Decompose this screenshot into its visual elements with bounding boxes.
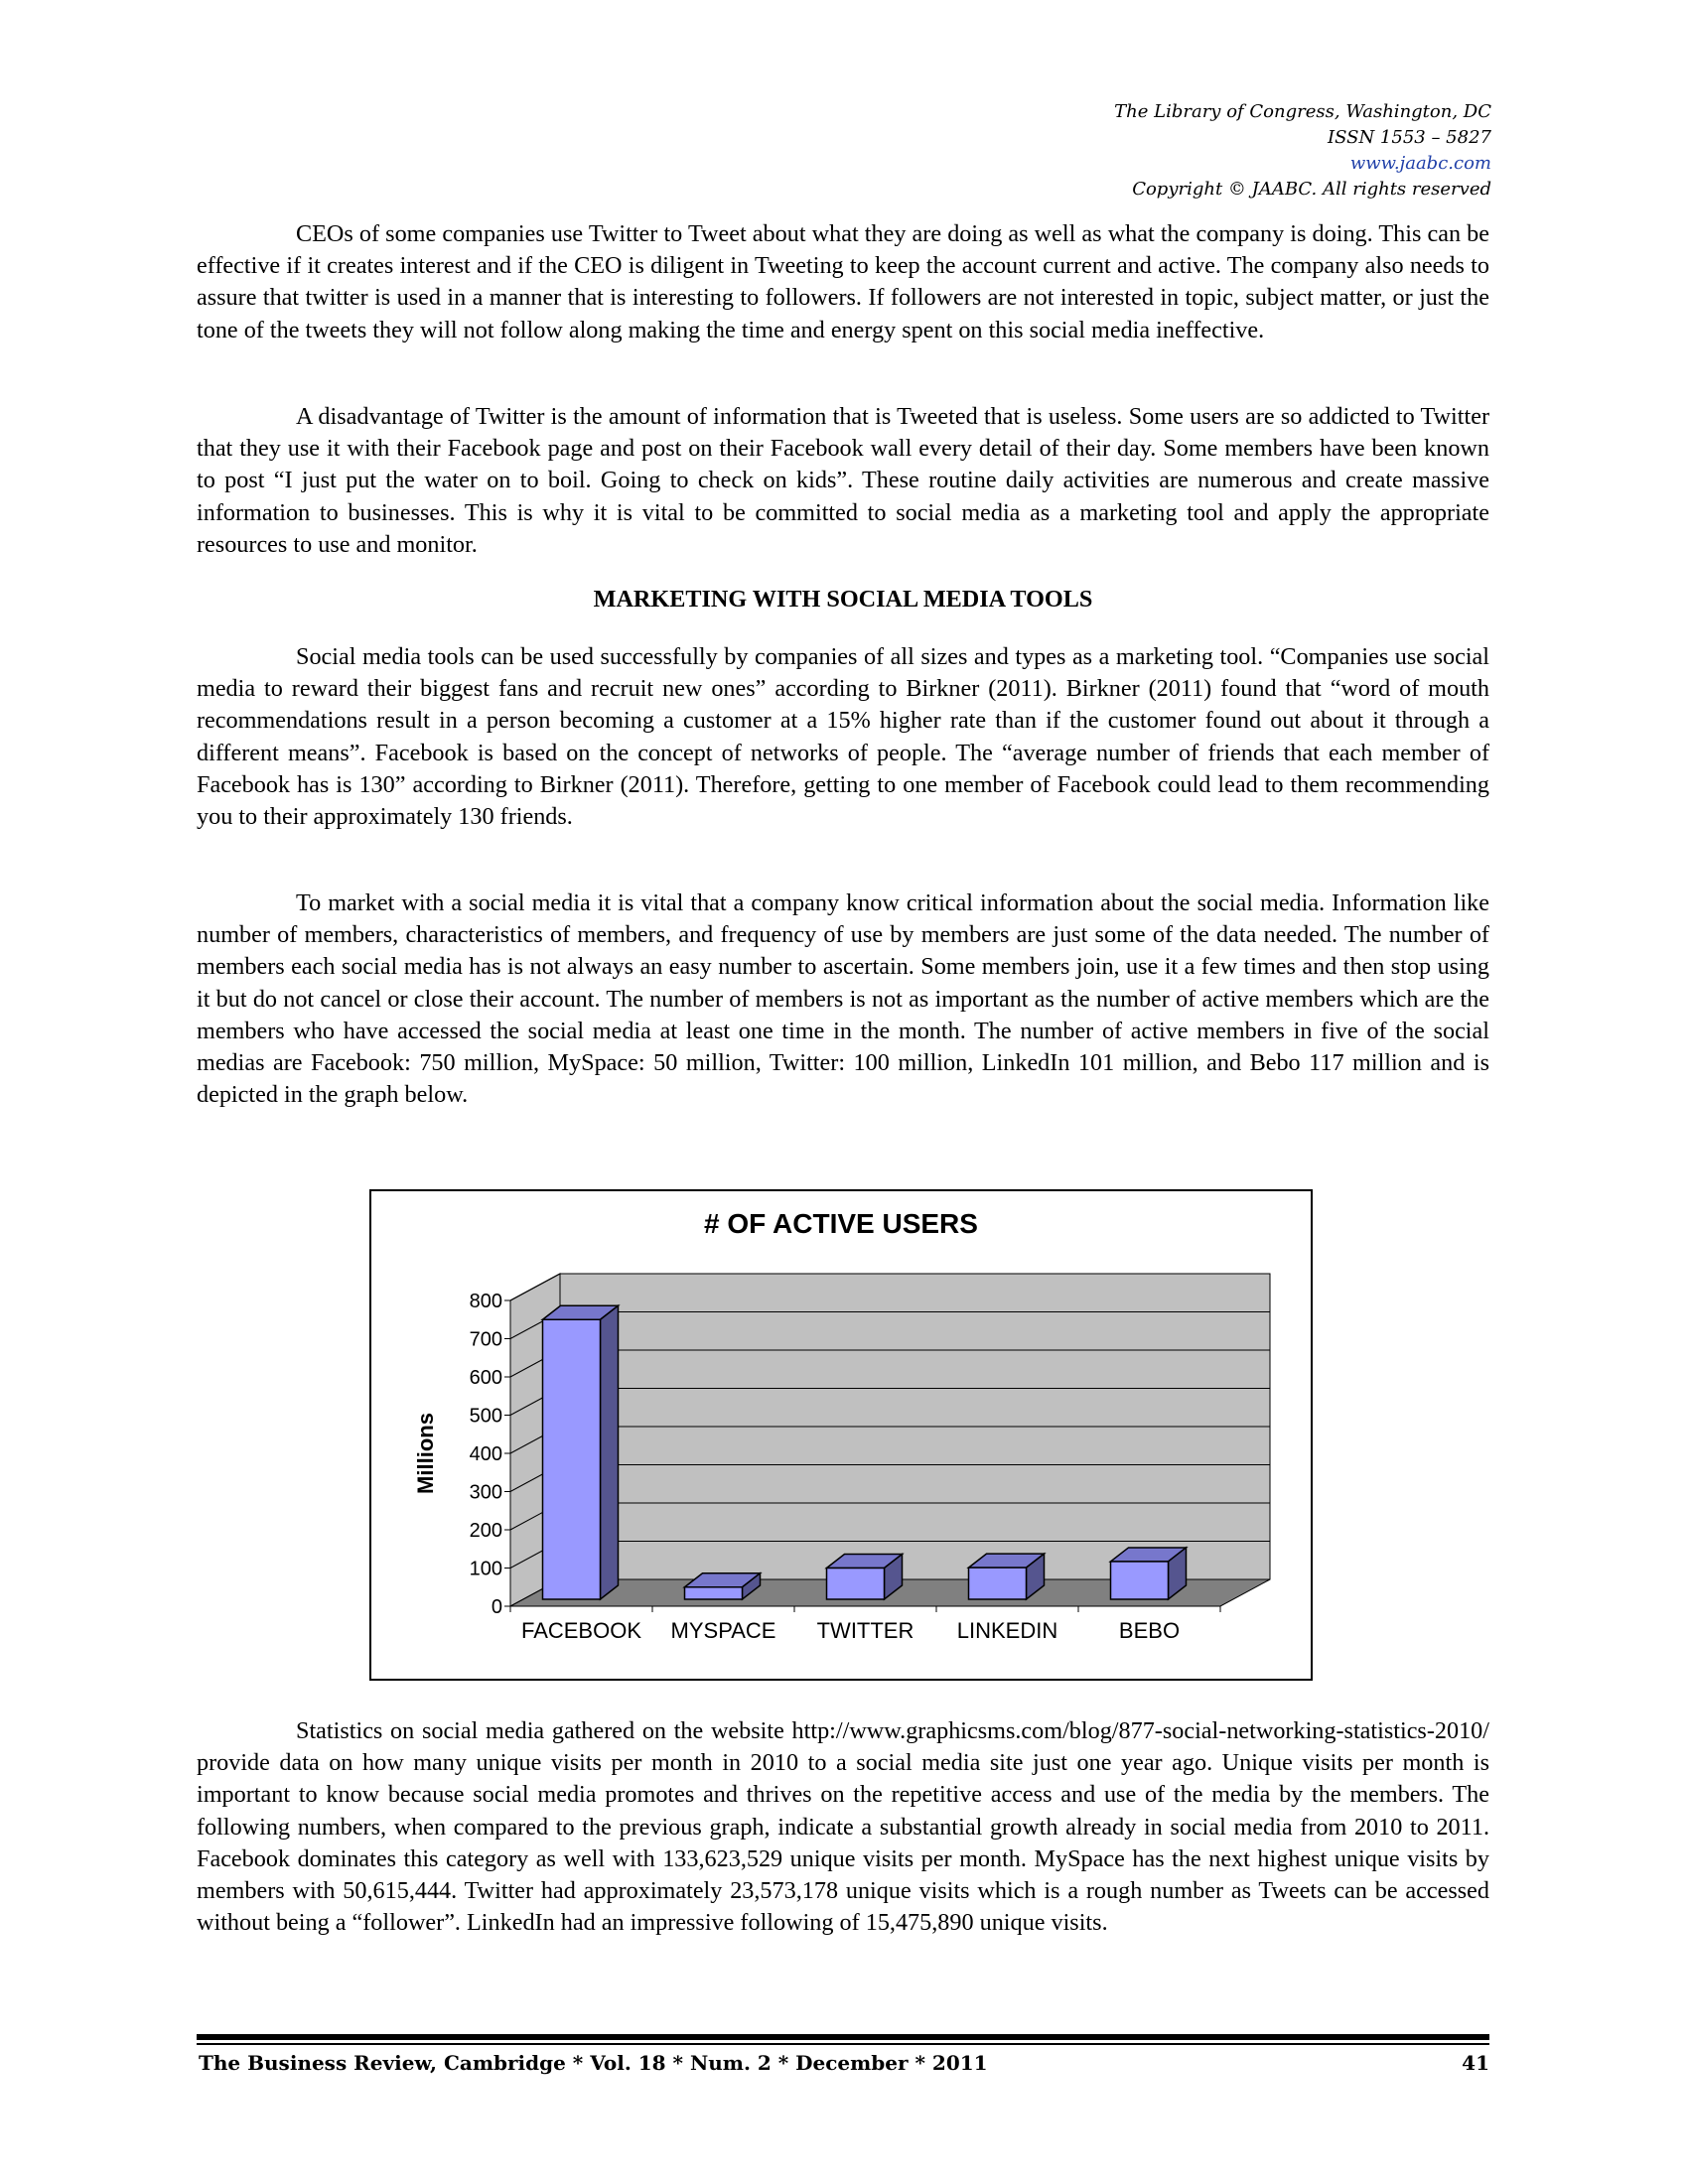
bar-linkedin xyxy=(969,1568,1027,1599)
y-tick-label: 600 xyxy=(469,1367,502,1389)
y-tick-label: 300 xyxy=(469,1481,502,1504)
footer-journal-info: The Business Review, Cambridge * Vol. 18 * Num. 2 * December * 2011 xyxy=(199,2051,988,2075)
y-axis-label: Millions xyxy=(413,1413,438,1494)
paragraph-unique-visits xyxy=(197,1715,1489,1939)
paragraph-ceo-twitter xyxy=(197,218,1489,346)
journal-header xyxy=(896,99,1491,203)
y-tick-label: 800 xyxy=(469,1291,502,1312)
x-tick-label: TWITTER xyxy=(816,1618,914,1643)
page-number: 41 xyxy=(1462,2051,1489,2075)
paragraph-text: CEOs of some companies use Twitter to Tweet about what they are doing as well as what the company is doing. This can be effective if it creates interest and if the CEO is diligent in Tweeting to keep the account current and active. The company also needs to assure that twitter is used in a manner that is interesting to followers. If followers are not interested in topic, subject matter, or just the tone of the tweets they will not follow along making the time and energy spent on this social media ineffective. xyxy=(197,220,1489,343)
bar-twitter xyxy=(827,1569,885,1600)
y-tick-label: 500 xyxy=(469,1405,502,1428)
section-heading: MARKETING WITH SOCIAL MEDIA TOOLS xyxy=(593,586,1093,613)
bar-facebook xyxy=(543,1319,601,1599)
chart-canvas xyxy=(371,1191,1311,1679)
paragraph-text: A disadvantage of Twitter is the amount of information that is Tweeted that is useless. Some users are so addicted to Twitter that they use it with their Facebook page and post on their Facebook wall every detail of their day. Some members have been known to post “I just put the water on to boil. Going to check on kids”. These routine daily activities are numerous and create massive information to businesses. This is why it is vital to be committed to social media as a marketing tool and apply the appropriate resources to use and monitor. xyxy=(197,403,1489,558)
y-tick-label: 700 xyxy=(469,1328,502,1351)
header-library: The Library of Congress, Washington, DC xyxy=(1114,101,1491,122)
paragraph-active-members xyxy=(197,887,1489,1111)
paragraph-social-media-tools xyxy=(197,641,1489,833)
x-tick-label: LINKEDIN xyxy=(956,1618,1058,1643)
paragraph-text: Statistics on social media gathered on the website http://www.graphicsms.com/blog/877-social-networking-statistics-2010/ provide data on how many unique visits per month in 2010 to a social media site just one year ago. Unique visits per month is important to know because social media promotes and thrives on the repetitive access and use of the media by the members. The following numbers, when compared to the previous graph, indicate a substantial growth already in social media from 2010 to 2011. Facebook dominates this category as well with 133,623,529 unique visits per month. MySpace has the next highest unique visits by members with 50,615,444. Twitter had approximately 23,573,178 unique visits which is a rough number as Tweets can be accessed without being a “follower”. LinkedIn had an impressive following of 15,475,890 unique visits. xyxy=(197,1717,1489,1937)
paragraph-text: Social media tools can be used successfully by companies of all sizes and types as a marketing tool. “Companies use social media to reward their biggest fans and recruit new ones” according to Birkner (2011). Birkner (2011) found that “word of mouth recommendations result in a person becoming a customer at a 15% higher rate than if the customer found out about it through a different means”. Facebook is based on the concept of networks of people. The “average number of friends that each member of Facebook has is 130” according to Birkner (2011). Therefore, getting to one member of Facebook could lead to them recommending you to their approximately 130 friends. xyxy=(197,643,1489,831)
header-website-link[interactable]: www.jaabc.com xyxy=(1349,153,1491,174)
bar-side-facebook xyxy=(601,1305,619,1599)
y-tick-label: 400 xyxy=(469,1443,502,1465)
bar-bebo xyxy=(1111,1562,1169,1599)
header-issn: ISSN 1553 – 5827 xyxy=(1328,127,1491,148)
y-tick-label: 0 xyxy=(491,1596,502,1618)
bar-myspace xyxy=(685,1587,743,1599)
paragraph-twitter-disadvantage xyxy=(197,401,1489,561)
footer-rule-thick xyxy=(197,2034,1489,2040)
x-tick-label: FACEBOOK xyxy=(520,1618,642,1643)
y-tick-label: 200 xyxy=(469,1520,502,1542)
chart-title: # OF ACTIVE USERS xyxy=(704,1208,978,1239)
x-tick-label: MYSPACE xyxy=(670,1618,776,1643)
y-tick-label: 100 xyxy=(469,1558,502,1580)
paragraph-text: To market with a social media it is vital that a company know critical information about the social media. Information like number of members, characteristics of members, and frequency of use by members are just some of the data needed. The number of members each social media has is not always an easy number to ascertain. Some members join, use it a few times and then stop using it but do not cancel or close their account. The number of members is not as important as the number of active members which are the members who have accessed the social media at least one time in the month. The number of active members in five of the social medias are Facebook: 750 million, MySpace: 50 million, Twitter: 100 million, LinkedIn 101 million, and Bebo 117 million and is depicted in the graph below. xyxy=(197,889,1489,1109)
footer-rule-thin xyxy=(197,2043,1489,2045)
x-tick-label: BEBO xyxy=(1118,1618,1181,1643)
header-copyright: Copyright © JAABC. All rights reserved xyxy=(1132,179,1491,200)
active-users-chart xyxy=(369,1189,1313,1681)
